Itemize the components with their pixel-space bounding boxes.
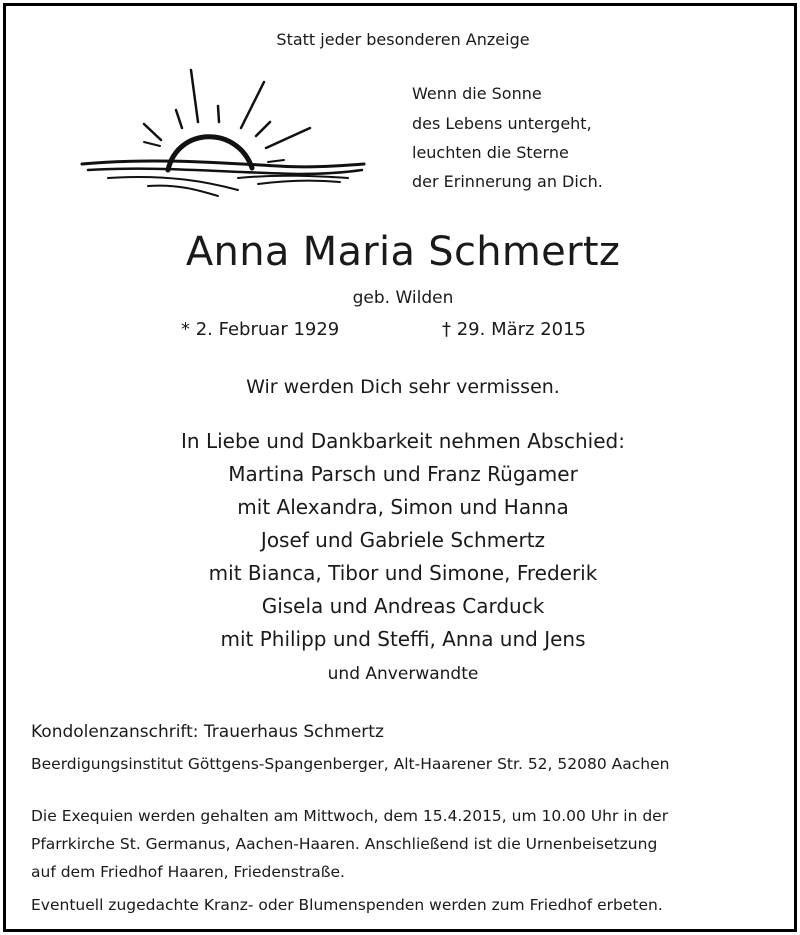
maiden-name: geb. Wilden [352, 288, 454, 308]
family-line: Josef und Gabriele Schmertz [260, 528, 546, 552]
family-line: mit Bianca, Tibor und Simone, Frederik [208, 561, 598, 585]
setting-sun-icon [78, 66, 368, 206]
motto-line: Wenn die Sonne [412, 84, 542, 103]
motto-line: der Erinnerung an Dich. [412, 172, 603, 191]
exequies-line: Die Exequien werden gehalten am Mittwoch, dem 15.4.2015, um 10.00 Uhr in der [31, 807, 669, 825]
death-date: † 29. März 2015 [442, 319, 587, 340]
exequies-line: auf dem Friedhof Haaren, Friedenstraße. [31, 863, 345, 881]
family-line: mit Alexandra, Simon und Hanna [237, 495, 569, 519]
undertaker-address: Beerdigungsinstitut Göttgens-Spangenberger, Alt-Haarener Str. 52, 52080 Aachen [31, 755, 670, 773]
deceased-name: Anna Maria Schmertz [185, 229, 621, 275]
motto-line: leuchten die Sterne [412, 143, 569, 162]
family-line: mit Philipp und Steffi, Anna und Jens [220, 627, 586, 651]
notice-border [3, 3, 797, 932]
relatives-line: und Anverwandte [327, 664, 479, 684]
exequies-line: Pfarrkirche St. Germanus, Aachen-Haaren. Anschließend ist die Urnenbeisetzung [31, 835, 658, 853]
header-line: Statt jeder besonderen Anzeige [276, 30, 530, 49]
condolence-address: Kondolenzanschrift: Trauerhaus Schmertz [31, 722, 384, 742]
family-line: In Liebe und Dankbarkeit nehmen Abschied: [181, 429, 625, 453]
flowers-note: Eventuell zugedachte Kranz- oder Blumenspenden werden zum Friedhof erbeten. [31, 896, 663, 914]
farewell-line: Wir werden Dich sehr vermissen. [246, 376, 560, 398]
birth-date: * 2. Februar 1929 [181, 319, 340, 340]
family-line: Martina Parsch und Franz Rügamer [228, 462, 578, 486]
family-line: Gisela und Andreas Carduck [261, 594, 545, 618]
motto-line: des Lebens untergeht, [412, 114, 592, 133]
